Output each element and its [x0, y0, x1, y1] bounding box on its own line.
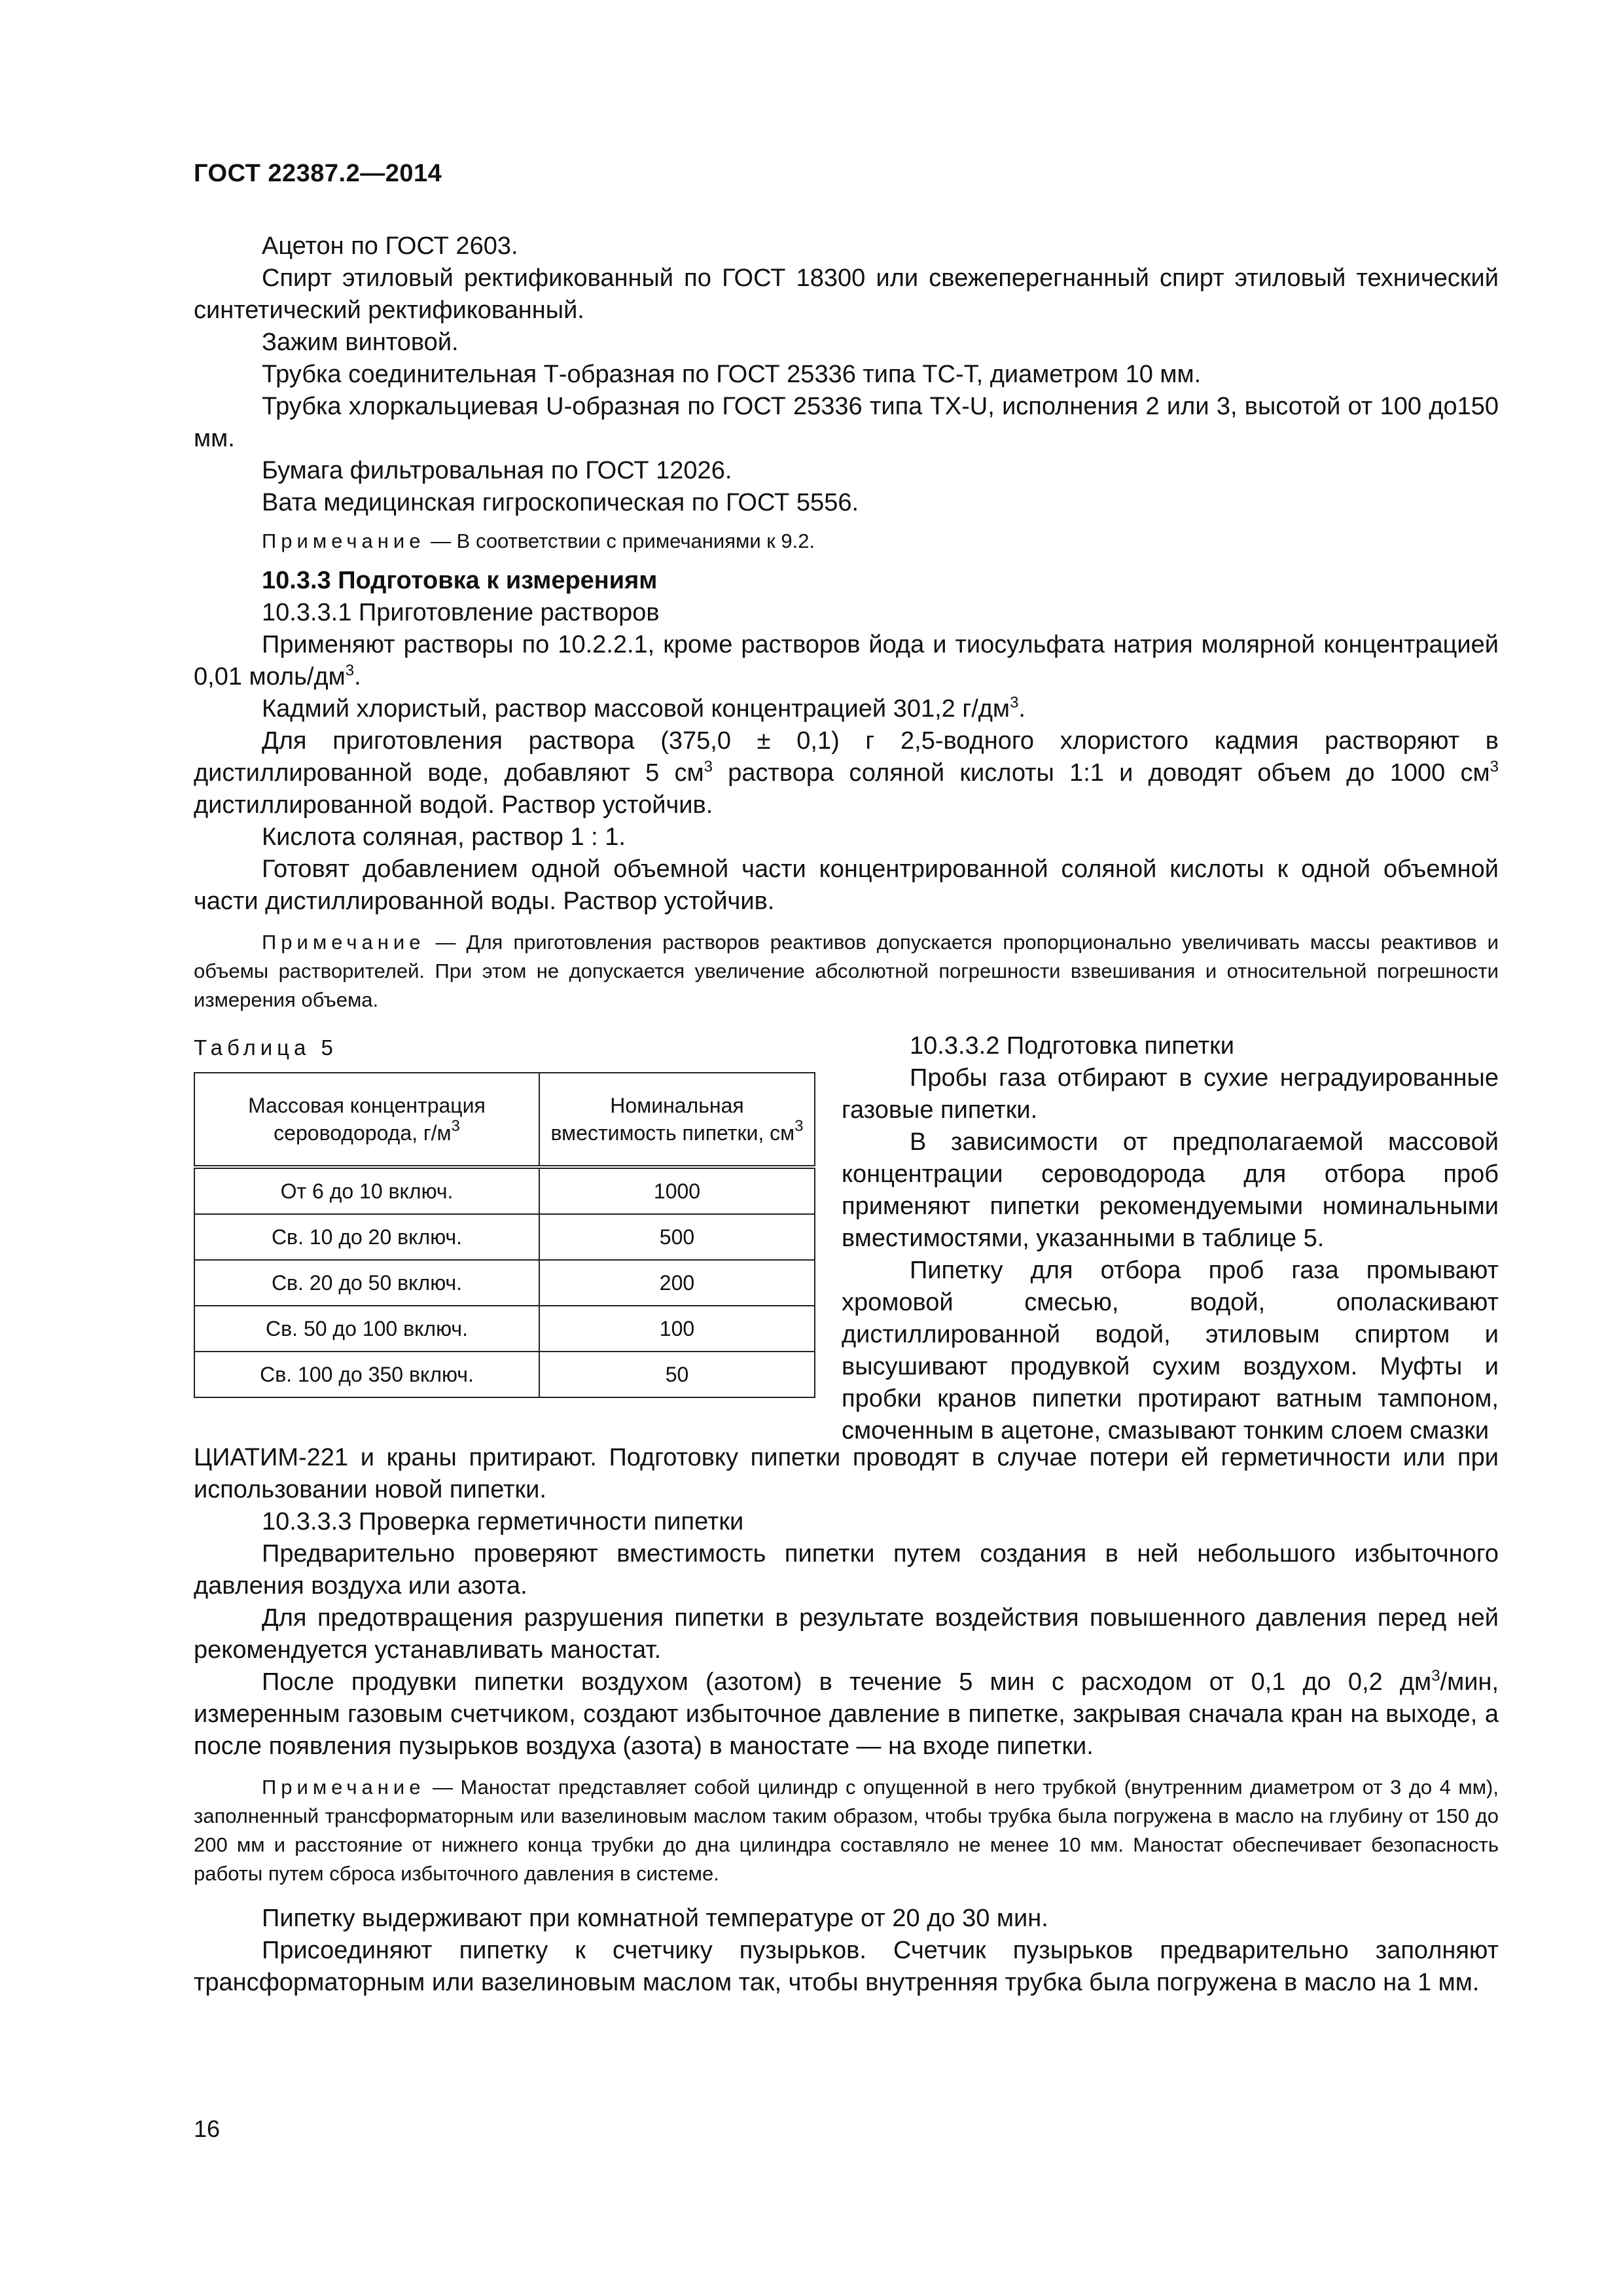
section-heading-10-3-3: 10.3.3 Подготовка к измерениям	[262, 567, 658, 594]
paragraph: В зависимости от предполагаемой массовой концентрации сероводорода для отбора проб применяют пипетки рекомендуемыми номинальными вместимостями, указанными в таблице 5.	[842, 1128, 1499, 1252]
paragraph: Кадмий хлористый, раствор массовой концентрацией 301,2 $г/дм^3$.	[262, 694, 1026, 723]
note-3	[194, 1773, 1499, 1888]
materials-block	[194, 230, 1499, 1014]
note-text: — Маностат представляет собой цилиндр с опущенной в него трубкой (внутренним диаметром от 3 до 4 мм), заполненный трансформаторным или вазелиновым маслом таким образом, чтобы трубка была погружена в масло на глубину от 150 до 200 мм и расстояние от нижнего конца трубки до дна цилиндра составляло не менее 10 мм. Маностат обеспечивает безопасность работы путем сброса избыточного давления в системе.	[194, 1776, 1499, 1885]
lower-block	[194, 1442, 1499, 1999]
table-cell-volume: 1000	[539, 1167, 815, 1214]
paragraph: ЦИАТИМ-221 и краны притирают. Подготовку пипетки проводят в случае потери ей герметичности или при использовании новой пипетки.	[194, 1444, 1499, 1503]
paragraph: Готовят добавлением одной объемной части концентрированной соляной кислоты к одной объемной части дистиллированной воды. Раствор устойчив.	[194, 855, 1499, 915]
table-cell-volume: 500	[539, 1214, 815, 1260]
paragraph: Присоединяют пипетку к счетчику пузырьков. Счетчик пузырьков предварительно заполняют трансформаторным или вазелиновым маслом так, чтобы внутренняя трубка была погружена в масло на 1 мм.	[194, 1937, 1499, 1996]
note-2	[194, 928, 1499, 1014]
table-row	[194, 1167, 815, 1214]
table-5	[194, 1072, 815, 1398]
page-number: 16	[194, 2115, 221, 2142]
paragraph: Предварительно проверяют вместимость пипетки путем создания в ней небольшого избыточного давления воздуха или азота.	[194, 1540, 1499, 1600]
table-caption: Таблица 5	[194, 1035, 338, 1060]
paragraph: Пипетку для отбора проб газа промывают хромовой смесью, водой, ополаскивают дистиллированной водой, этиловым спиртом и высушивают продувкой сухим воздухом. Муфты и пробки кранов пипетки протирают ватным тампоном, смоченным в ацетоне, смазывают тонким слоем смазки	[842, 1257, 1499, 1444]
material-item: Вата медицинская гигроскопическая по ГОСТ 5556.	[262, 489, 859, 516]
column-header-volume: Номинальная вместимость пипетки, $см^3$	[539, 1073, 815, 1167]
material-item: Бумага фильтровальная по ГОСТ 12026.	[262, 457, 732, 484]
note-text: — В соответствии с примечаниями к 9.2.	[431, 529, 815, 552]
table-row	[194, 1352, 815, 1397]
table-cell-range: Св. 10 до 20 включ.	[194, 1214, 539, 1260]
material-item: Трубка хлоркальциевая U-образная по ГОСТ 25336 типа ТХ-U, исполнения 2 или 3, высотой от 100 до150 мм.	[194, 393, 1499, 452]
table-cell-range: Св. 20 до 50 включ.	[194, 1260, 539, 1306]
table-row	[194, 1260, 815, 1306]
table-row	[194, 1306, 815, 1352]
paragraph: Применяют растворы по 10.2.2.1, кроме растворов йода и тиосульфата натрия молярной концентрацией 0,01 моль/$дм^3$.	[194, 631, 1499, 691]
paragraph: Пробы газа отбирают в сухие неградуированные газовые пипетки.	[842, 1064, 1499, 1124]
note-label: Примечание	[262, 931, 425, 954]
note-text: — Для приготовления растворов реактивов допускается пропорционально увеличивать массы реактивов и объемы растворителей. При этом не допускается увеличение абсолютной погрешности взвешивания и относительной погрешности измерения объема.	[194, 931, 1499, 1011]
paragraph: После продувки пипетки воздухом (азотом) в течение 5 мин с расходом от 0,1 до 0,2 $дм^3$/мин, измеренным газовым счетчиком, создают избыточное давление в пипетке, закрывая сначала кран на выходе, а после появления пузырьков воздуха (азота) в маностате — на входе пипетки.	[194, 1667, 1499, 1760]
note-label: Примечание	[262, 1776, 425, 1799]
subsection-title-10-3-3-2: 10.3.3.2 Подготовка пипетки	[910, 1032, 1234, 1060]
table-cell-range: Св. 100 до 350 включ.	[194, 1352, 539, 1397]
subsection-title-10-3-3-1: 10.3.3.1 Приготовление растворов	[262, 599, 660, 626]
paragraph: Для приготовления раствора (375,0 ± 0,1) г 2,5-водного хлористого кадмия растворяют в дистиллированной воде, добавляют 5 $см^3$ раствора соляной кислоты 1:1 и доводят объем до 1000 $см^3$ дистиллированной водой. Раствор устойчив.	[194, 727, 1499, 819]
section-10-3-3-2-column	[842, 1030, 1499, 1447]
table-cell-range: Св. 50 до 100 включ.	[194, 1306, 539, 1352]
document-header: ГОСТ 22387.2—2014	[194, 160, 442, 187]
table-cell-volume: 100	[539, 1306, 815, 1352]
material-item: Спирт этиловый ректификованный по ГОСТ 18300 или свежеперегнанный спирт этиловый технический синтетический ректификованный.	[194, 264, 1499, 324]
note-label: Примечание	[262, 529, 425, 552]
paragraph: Для предотвращения разрушения пипетки в результате воздействия повышенного давления перед ней рекомендуется устанавливать маностат.	[194, 1604, 1499, 1664]
subsection-title-10-3-3-3: 10.3.3.3 Проверка герметичности пипетки	[262, 1508, 744, 1535]
table-cell-range: От 6 до 10 включ.	[194, 1167, 539, 1214]
table-row	[194, 1214, 815, 1260]
paragraph: Кислота соляная, раствор 1 : 1.	[262, 823, 626, 851]
material-item: Ацетон по ГОСТ 2603.	[262, 232, 518, 260]
table-header-row	[194, 1073, 815, 1167]
note-1	[194, 527, 1499, 556]
table-cell-volume: 200	[539, 1260, 815, 1306]
table-cell-volume: 50	[539, 1352, 815, 1397]
column-header-concentration: Массовая концентрация сероводорода, $г/м^3$	[194, 1073, 539, 1167]
paragraph: Пипетку выдерживают при комнатной температуре от 20 до 30 мин.	[262, 1905, 1048, 1932]
material-item: Трубка соединительная Т-образная по ГОСТ 25336 типа ТС-Т, диаметром 10 мм.	[262, 361, 1202, 388]
material-item: Зажим винтовой.	[262, 329, 459, 356]
